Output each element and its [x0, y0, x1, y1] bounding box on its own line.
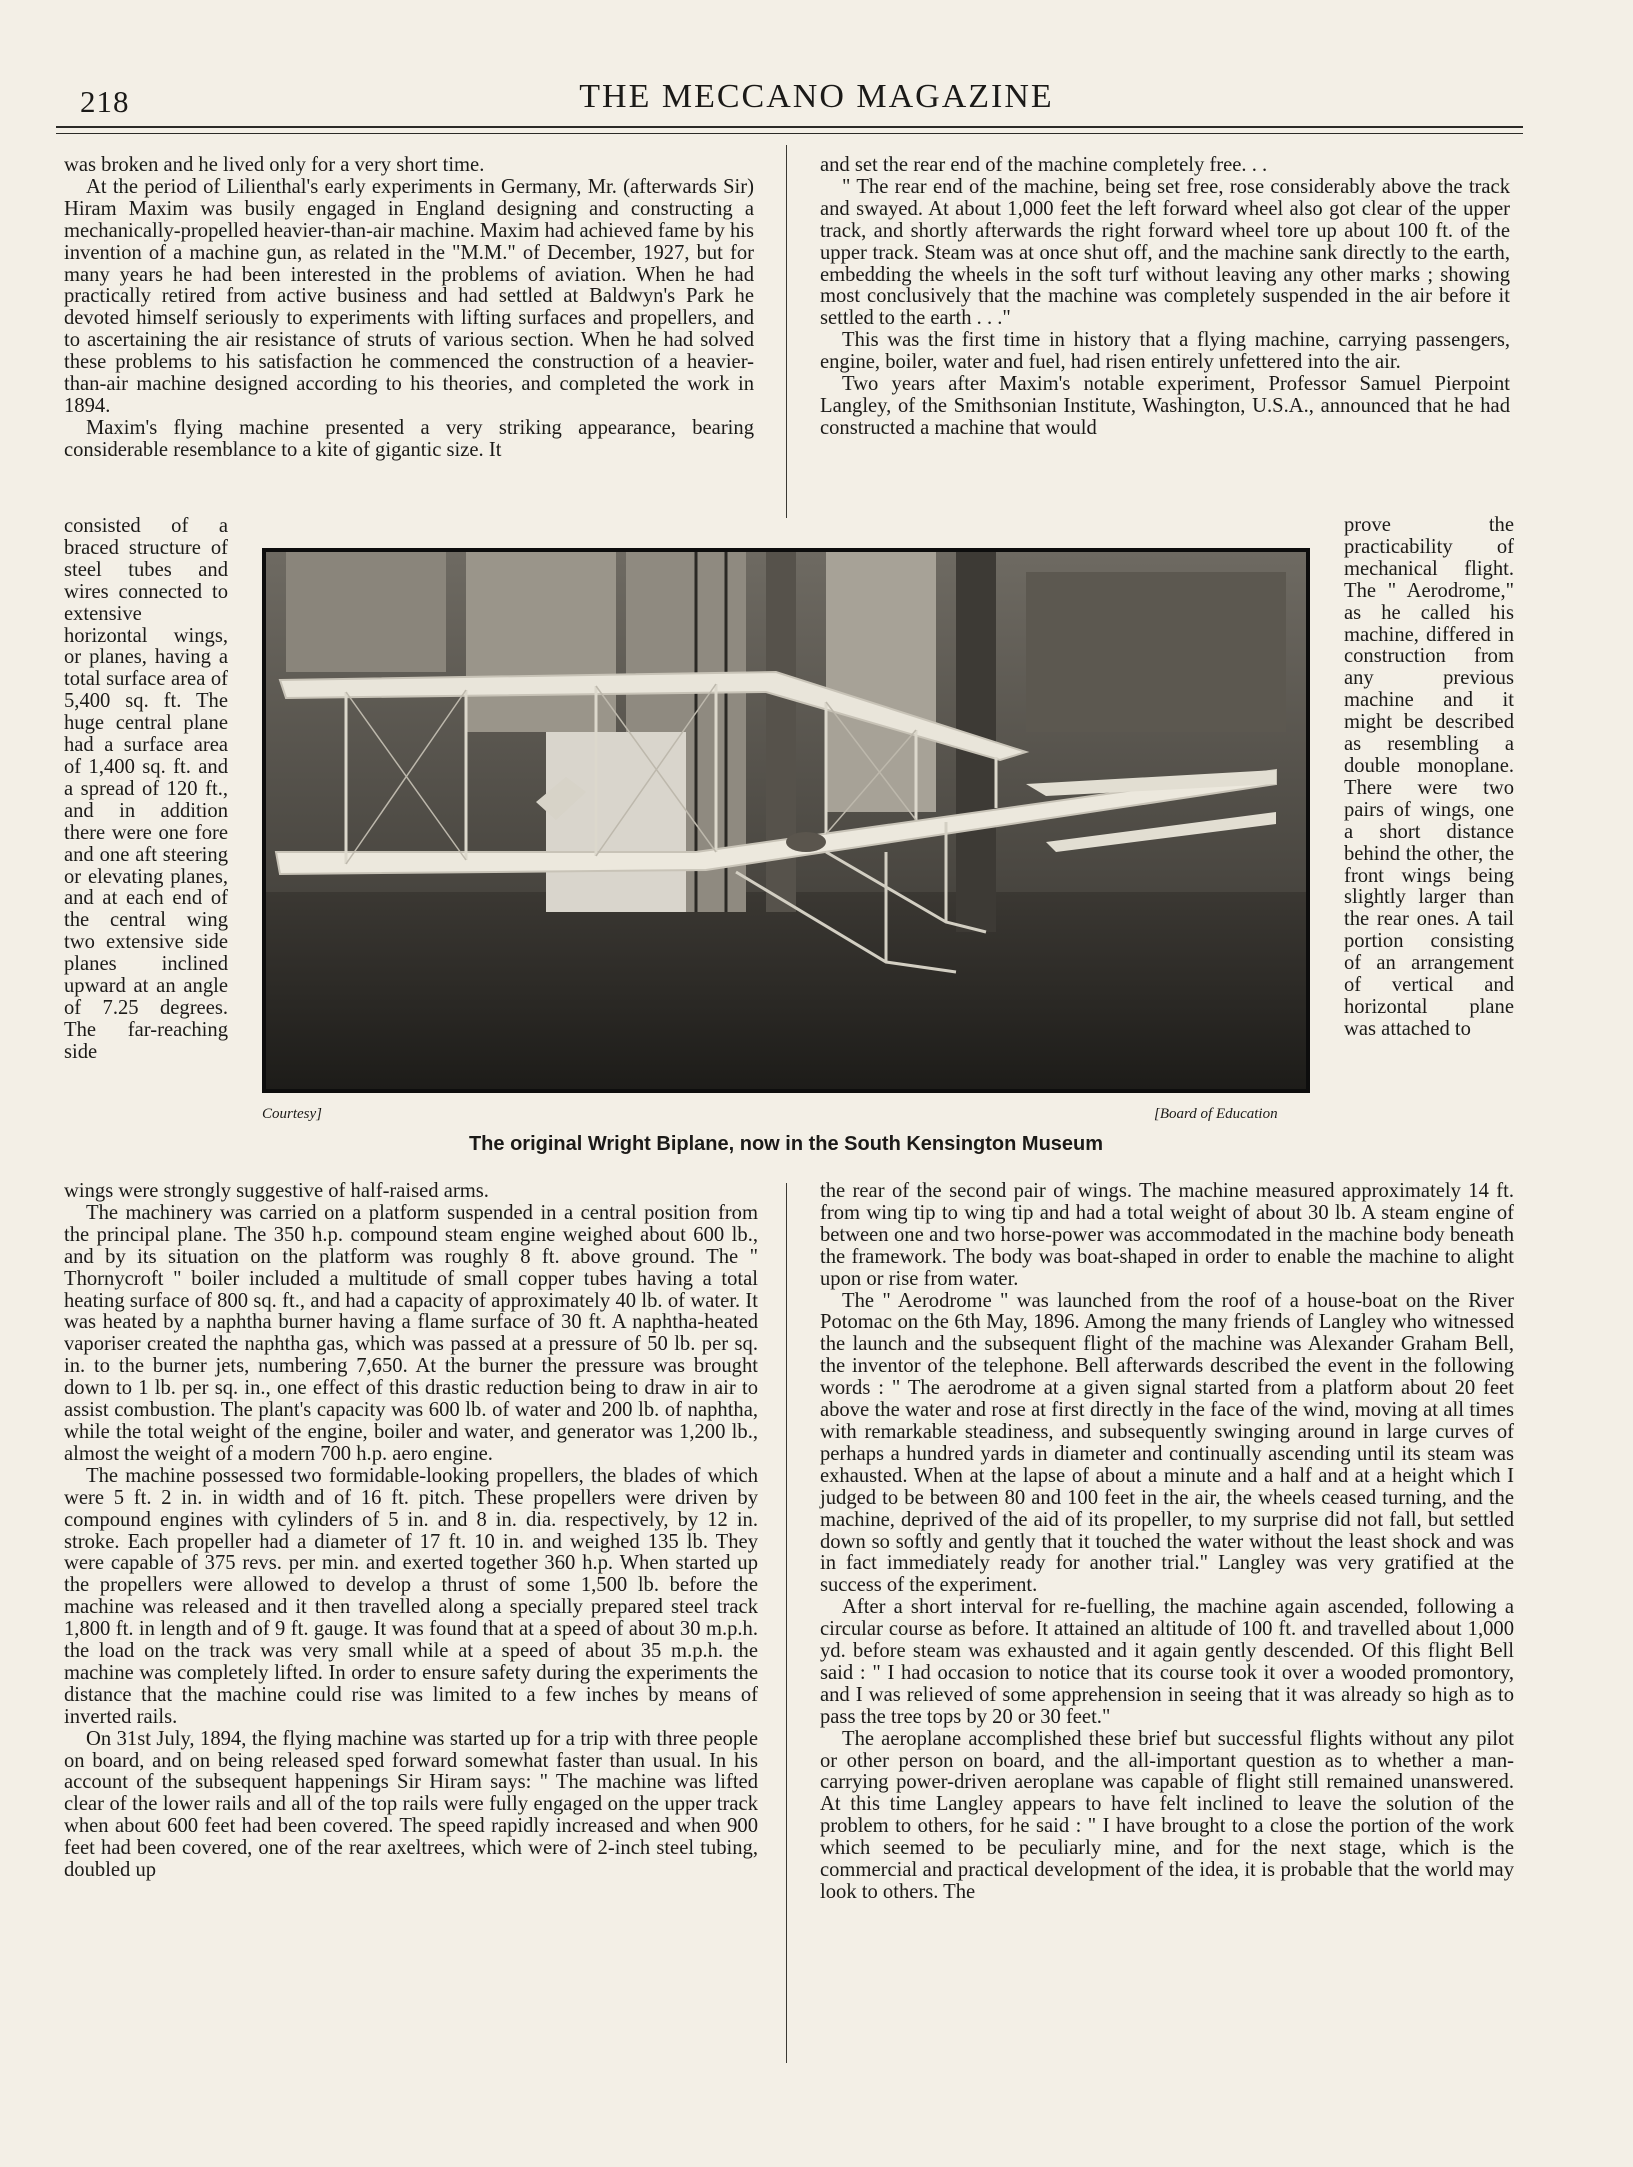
- figure-caption: The original Wright Biplane, now in the South Kensington Museum: [468, 1133, 1104, 1155]
- wright-biplane-photo: [262, 548, 1310, 1093]
- masthead-title: THE MECCANO MAGAZINE: [579, 78, 1054, 115]
- paragraph: wings were strongly suggestive of half-raised arms.: [64, 1180, 489, 1202]
- header-rule-thin: [56, 133, 1523, 134]
- right-column-top: [820, 155, 1510, 440]
- paragraph: the rear of the second pair of wings. The machine measured approximately 14 ft. from wing tip to wing tip and had a total weight of about 30 lb. A steam engine of between one and two horse-power was accommodated in the machine body beneath the framework. The body was boat-shaped in order to enable the machine to alight upon or rise from water.: [820, 1180, 1514, 1290]
- paragraph: " The rear end of the machine, being set free, rose considerably above the track and swayed. At about 1,000 feet the left forward wheel also got clear of the upper track, and shortly afterwards the right forward wheel tore up about 100 ft. of the upper track. Steam was at once shut off, and the machine sank directly to the earth, embedding the wheels in the soft turf without leaving any other marks ; showing most conclusively that the machine was completely suspended in the air before it settled to the earth . . .": [820, 175, 1510, 330]
- paragraph: After a short interval for re-fuelling, the machine again ascended, following a circular course as before. It attained an altitude of 100 ft. and travelled about 1,000 yd. before steam was exhausted and it again gently descended. Of this flight Bell said : " I had occasion to notice that its course took it over a wooded promontory, and I was relieved of some apprehension in seeing that it was already so high as to pass the tree tops by 20 or 30 feet.": [820, 1596, 1514, 1728]
- paragraph: The " Aerodrome " was launched from the roof of a house-boat on the River Potomac on the 6th May, 1896. Among the many friends of Langley who witnessed the launch and the subsequent flight of the machine was Alexander Graham Bell, the inventor of the telephone. Bell afterwards described the event in the following words : " The aerodrome at a given signal started from a platform about 20 feet above the water and rose at first directly in the face of the wind, moving at all times with remarkable steadiness, and subsequently swinging around in large curves of perhaps a hundred yards in diameter and continually ascending until its steam was exhausted. When at the lapse of about a minute and a half and at a height which I judged to be between 80 and 100 feet in the air, the wheels ceased turning, and the machine, deprived of the aid of its propeller, to my surprise did not fall, but settled down so softly and gently that it touched the water without the least shock and was in fact immediately ready for another trial." Langley was very gratified at the success of the experiment.: [820, 1289, 1514, 1597]
- paragraph: prove the practicability of mechanical flight. The " Aerodrome," as he called his machine, differed in construction from any previous machine and it might be described as resembling a double monoplane. There were two pairs of wings, one a short distance behind the other, the front wings being slightly larger than the rear ones. A tail portion consisting of an arrangement of vertical and horizontal plane was attached to: [1344, 514, 1514, 1040]
- paragraph: consisted of a braced structure of steel tubes and wires connected to extensive horizontal wings, or planes, having a total surface area of 5,400 sq. ft. The huge central plane had a surface area of 1,400 sq. ft. and a spread of 120 ft., and in addition there were one fore and one aft steering or elevating planes, and at each end of the central wing two extensive side planes inclined upward at an angle of 7.25 degrees. The far-reaching side: [64, 515, 228, 1063]
- left-column-top: [64, 155, 754, 462]
- paragraph: The aeroplane accomplished these brief but successful flights without any pilot or other person on board, and the all-important question as to whether a man-carrying power-driven aeroplane was capable of flight still remained unanswered. At this time Langley appears to have felt inclined to leave the solution of the problem to others, for he said : " I have brought to a close the portion of the work which seemed to be peculiarly mine, and for the next stage, which is the commercial and practical development of the idea, it is probable that the world may look to others. The: [820, 1727, 1514, 1903]
- paragraph: The machinery was carried on a platform suspended in a central position from the principal plane. The 350 h.p. compound steam engine weighed about 600 lb., and by its situation on the platform was roughly 8 ft. above ground. The " Thornycroft " boiler included a multitude of small copper tubes having a total heating surface of 800 sq. ft., and had a capacity of approximately 40 lb. of water. It was heated by a naphtha burner having a flame surface of 30 ft. A naphtha-heated vaporiser created the naphtha gas, which was passed at a pressure of 50 lb. per sq. in. to the burner jets, numbering 7,650. At the burner the pressure was brought down to 1 lb. per sq. in., one effect of this drastic reduction being to draw in air to assist combustion. The plant's capacity was 600 lb. of water and 200 lb. of naphtha, while the total weight of the engine, boiler and water, and generator was 1,200 lb., almost the weight of a modern 700 h.p. aero engine.: [64, 1201, 758, 1465]
- paragraph: At the period of Lilienthal's early experiments in Germany, Mr. (afterwards Sir) Hiram Maxim was busily engaged in England designing and constructing a mechanically-propelled heavier-than-air machine. Maxim had achieved fame by his invention of a machine gun, as related in the "M.M." of December, 1927, but for many years he had been interested in the problems of aviation. When he had practically retired from active business and had settled at Baldwyn's Park he devoted himself seriously to experiments with lifting surfaces and propellers, and to ascertaining the air resistance of struts of various section. When he had solved these problems to his satisfaction he commenced the construction of a heavier-than-air machine designed according to his theories, and completed the work in 1894.: [64, 175, 754, 417]
- photo-credit-left: Courtesy]: [262, 1106, 322, 1122]
- photo-credit-right: [Board of Education: [1154, 1106, 1278, 1122]
- paragraph: Maxim's flying machine presented a very striking appearance, bearing considerable resemblance to a kite of gigantic size. It: [64, 416, 754, 461]
- left-column-bottom: [64, 1181, 758, 1882]
- paragraph: The machine possessed two formidable-looking propellers, the blades of which were 5 ft. 2 in. in width and of 16 ft. pitch. These propellers were driven by compound engines with cylinders of 5 in. and 8 in. dia. respectively, by 12 in. stroke. Each propeller had a diameter of 17 ft. 10 in. and weighed 135 lb. They were capable of 375 revs. per min. and exerted together 360 h.p. When started up the propellers were allowed to develop a thrust of some 1,500 lb. before the machine was released and it then travelled along a specially prepared steel track 1,800 ft. in length and of 9 ft. gauge. It was found that at a speed of about 30 m.p.h. the load on the track was very small while at a speed of about 35 m.p.h. the machine was completely lifted. In order to ensure safety during the experiments the distance that the machine could rise was limited to a few inches by means of inverted rails.: [64, 1464, 758, 1728]
- biplane-illustration: [266, 552, 1306, 1089]
- left-column-wrap: [64, 516, 228, 1064]
- right-column-bottom: [820, 1181, 1514, 1904]
- column-divider-bottom: [786, 1183, 787, 2063]
- paragraph: On 31st July, 1894, the flying machine was started up for a trip with three people on board, and on being released sped forward somewhat faster than usual. In his account of the subsequent happenings Sir Hiram says: " The machine was lifted clear of the lower rails and all of the top rails were fully engaged on the upper track when about 600 feet had been covered. The speed rapidly increased and when 900 feet had been covered, one of the rear axeltrees, which were of 2-inch steel tubing, doubled up: [64, 1727, 758, 1882]
- paragraph: and set the rear end of the machine completely free. . .: [820, 154, 1268, 176]
- header-rule: [56, 126, 1523, 128]
- right-column-wrap: [1344, 515, 1514, 1041]
- column-divider-top: [786, 145, 787, 518]
- paragraph: This was the first time in history that a flying machine, carrying passengers, engine, boiler, water and fuel, had risen entirely unfettered into the air.: [820, 329, 1510, 374]
- page-number: 218: [80, 84, 130, 119]
- paragraph: was broken and he lived only for a very short time.: [64, 154, 485, 176]
- paragraph: Two years after Maxim's notable experiment, Professor Samuel Pierpoint Langley, of the Smithsonian Institute, Washington, U.S.A., announced that he had constructed a machine that would: [820, 373, 1510, 439]
